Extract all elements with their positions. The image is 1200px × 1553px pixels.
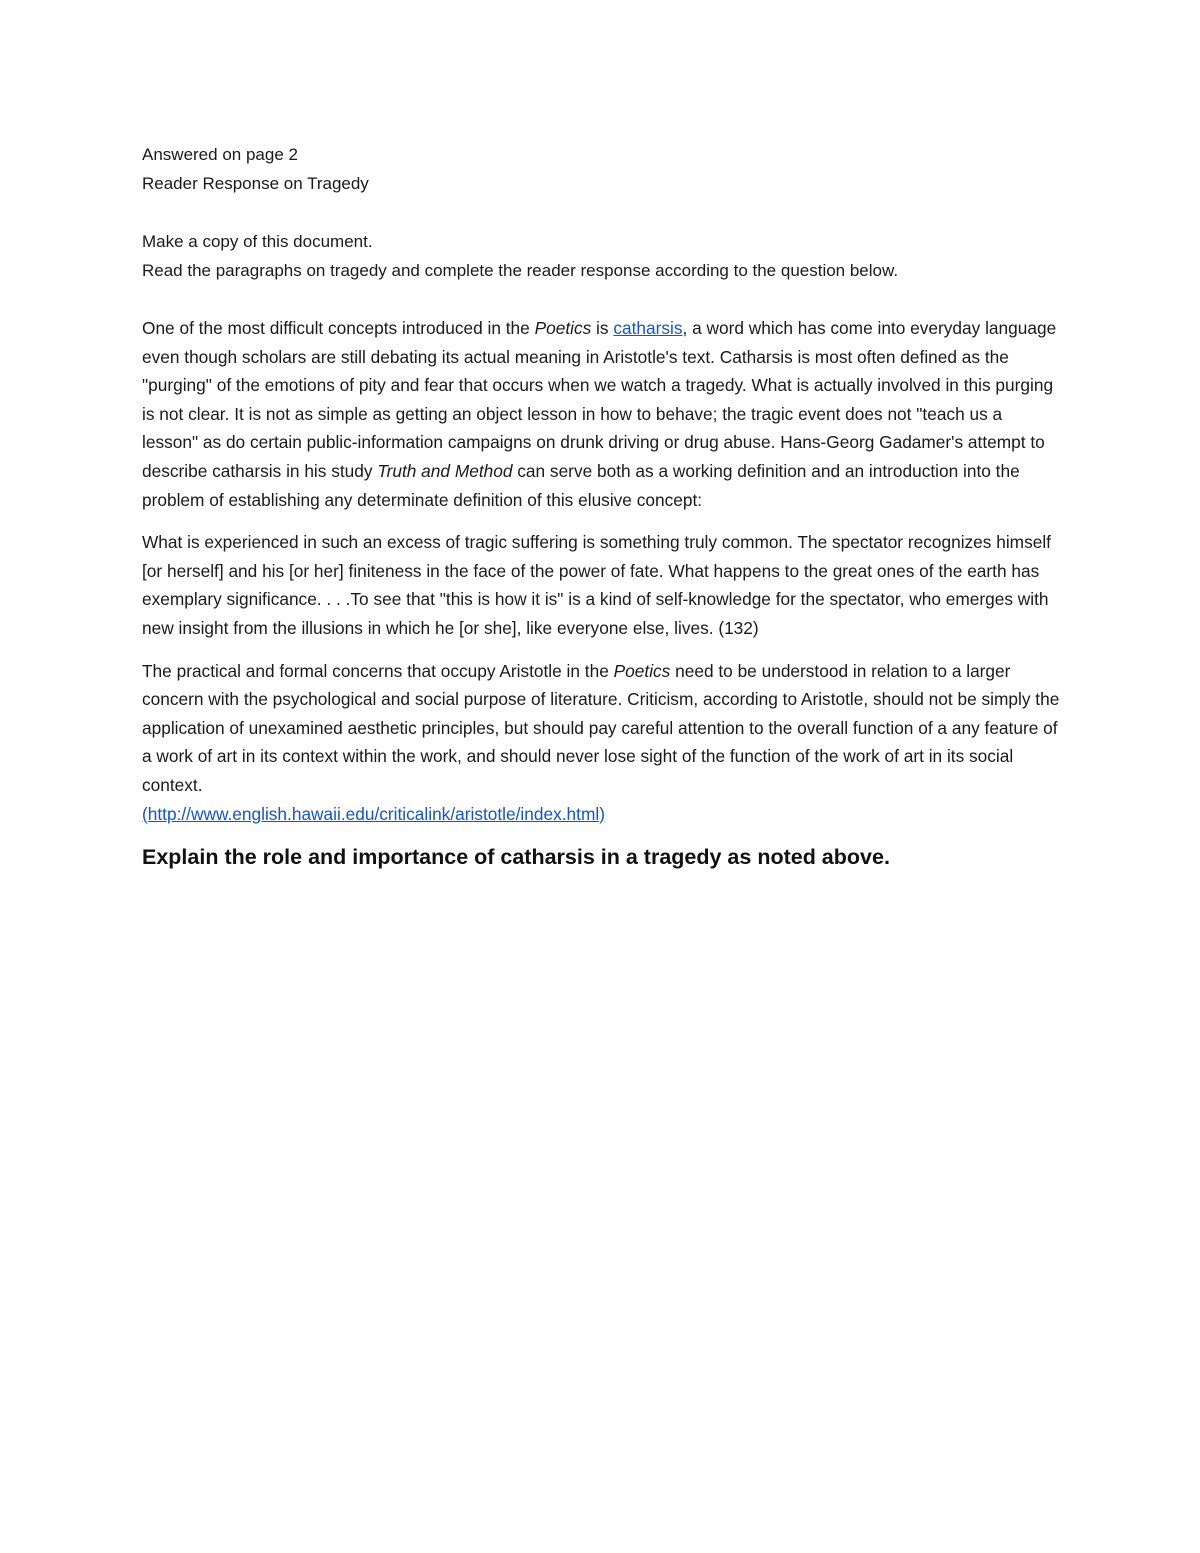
response-question: Explain the role and importance of catharsis in a tragedy as noted above. (142, 845, 890, 870)
poetics-title: Poetics (613, 660, 671, 681)
instruction-copy: Make a copy of this document. (142, 232, 373, 251)
truth-and-method-title: Truth and Method (377, 460, 513, 481)
paragraph-text: can serve both as a working definition and an introduction into the problem of establishing any determinate definition of this elusive concept: (142, 460, 1020, 510)
paragraph-text: The practical and formal concerns that occupy Aristotle in the (142, 660, 614, 681)
paragraph-text: is (591, 318, 614, 338)
document-page (142, 140, 1062, 872)
source-link[interactable]: (http://www.english.hawaii.edu/criticalink/aristotle/index.html) (142, 803, 605, 824)
spacer (142, 198, 1062, 227)
instruction-read: Read the paragraphs on tragedy and complete the reader response according to the question below. (142, 261, 899, 280)
paragraph-text: need to be understood in relation to a larger concern with the psychological and social purpose of literature. Criticism, according to Aristotle, should not be simply the application of unexamined aesthetic principles, but should pay careful attention to the overall function of a any feature of a work of art in its context within the work, and should never lose sight of the function of the work of art in its social context. (142, 660, 1060, 795)
paragraph-catharsis (142, 314, 1062, 514)
spacer (142, 285, 1062, 314)
gadamer-quote: What is experienced in such an excess of tragic suffering is something truly common. The spectator recognizes himself [or herself] and his [or her] finiteness in the face of the power of fate. What happens to the great ones of the earth has exemplary significance. . . .To see that "this is how it is" is a kind of self-knowledge for the spectator, who emerges with new insight from the illusions in which he [or she], like everyone else, lives. (132) (142, 532, 1051, 638)
paragraph-text: , a word which has come into everyday language even though scholars are still debating its actual meaning in Aristotle's text. Catharsis is most often defined as the "purging" of the emotions of pity and fear that occurs when we watch a tragedy. What is actually involved in this purging is not clear. It is not as simple as getting an object lesson in how to behave; the tragic event does not "teach us a lesson" as do certain public-information campaigns on drunk driving or drug abuse. Hans-Georg Gadamer's attempt to describe catharsis in his study (142, 318, 1057, 481)
paragraph-aristotle (142, 657, 1062, 829)
document-title: Reader Response on Tragedy (142, 174, 369, 193)
catharsis-link[interactable]: catharsis (613, 318, 683, 338)
answered-note: Answered on page 2 (142, 145, 298, 164)
paragraph-text: One of the most difficult concepts introduced in the (142, 318, 535, 338)
poetics-title: Poetics (534, 318, 592, 338)
